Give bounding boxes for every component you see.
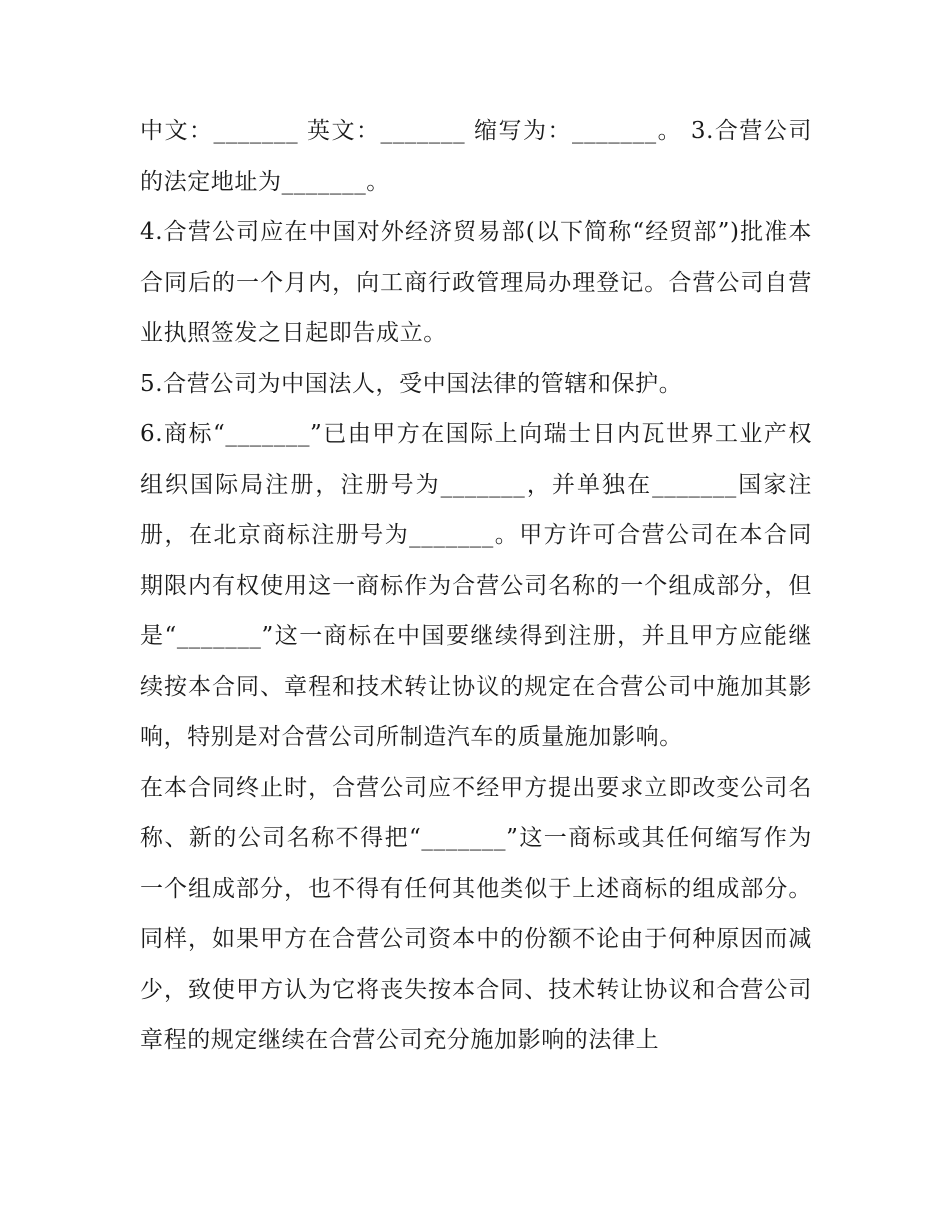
paragraph-company-name-address: 中文：_______ 英文：_______ 缩写为：_______。 3.合营公司的法定地址为_______。 xyxy=(140,118,812,195)
paragraph-termination: 在本合同终止时，合营公司应不经甲方提出要求立即改变公司名称、新的公司名称不得把“_______”这一商标或其任何缩写作为一个组成部分，也不得有任何其他类似于上述商标的组成部分。同样，如果甲方在合营公司资本中的份额不论由于何种原因而减少，致使甲方认为它将丧失按本合同、技术转让协议和合营公司章程的规定继续在合营公司充分施加影响的法律上 xyxy=(140,774,812,1053)
paragraph-registration: 4.合营公司应在中国对外经济贸易部(以下简称“经贸部”)批准本合同后的一个月内，向工商行政管理局办理登记。合营公司自营业执照签发之日起即告成立。 xyxy=(140,219,812,346)
paragraph-legal-person: 5.合营公司为中国法人，受中国法律的管辖和保护。 xyxy=(140,370,683,397)
paragraph-trademark: 6.商标“_______”已由甲方在国际上向瑞士日内瓦世界工业产权组织国际局注册，注册号为_______，并单独在_______国家注册，在北京商标注册号为_______。甲方许可合营公司在本合同期限内有权使用这一商标作为合营公司名称的一个组成部分，但是“_______”这一商标在中国要继续得到注册，并且甲方应能继续按本合同、章程和技术转让协议的规定在合营公司中施加其影响，特别是对合营公司所制造汽车的质量施加影响。 xyxy=(140,421,812,750)
document-page xyxy=(140,106,812,1066)
